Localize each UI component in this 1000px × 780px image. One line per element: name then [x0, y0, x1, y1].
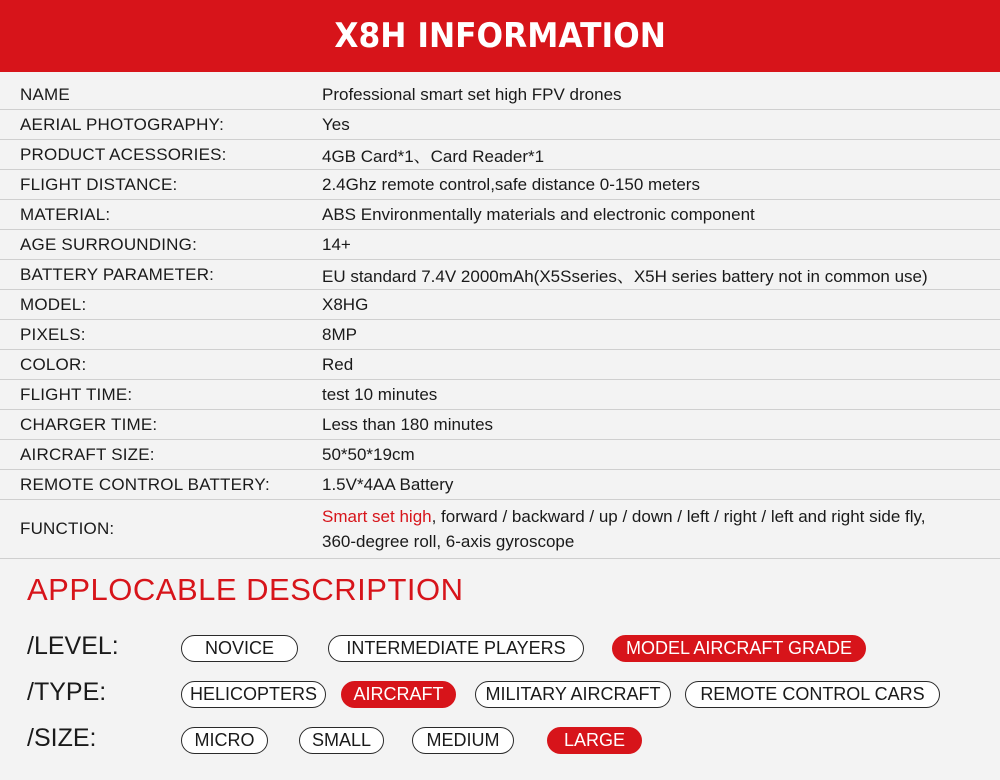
spec-row-function	[0, 500, 1000, 559]
function-line-1: , forward / backward / up / down / left / right / left and right side fly,	[431, 507, 926, 526]
size-small-tag: SMALL	[299, 727, 384, 754]
type-military-aircraft-tag: MILITARY AIRCRAFT	[475, 681, 671, 708]
spec-key: PRODUCT ACESSORIES:	[20, 144, 227, 164]
size-large-tag: LARGE	[547, 727, 642, 754]
type-helicopters-tag: HELICOPTERS	[181, 681, 326, 708]
spec-row-pixels	[0, 320, 1000, 350]
spec-row-flight-distance	[0, 170, 1000, 200]
spec-row-aircraft-size	[0, 440, 1000, 470]
spec-key: PIXELS:	[20, 324, 86, 344]
spec-key: CHARGER TIME:	[20, 414, 158, 434]
spec-value: 50*50*19cm	[322, 444, 415, 464]
spec-key: FLIGHT DISTANCE:	[20, 174, 178, 194]
spec-value: ABS Environmentally materials and electronic component	[322, 204, 755, 224]
size-medium-tag: MEDIUM	[412, 727, 514, 754]
size-micro-tag: MICRO	[181, 727, 268, 754]
spec-value: test 10 minutes	[322, 384, 438, 404]
spec-key: BATTERY PARAMETER:	[20, 264, 215, 284]
spec-key: MATERIAL:	[20, 204, 111, 224]
spec-row-age	[0, 230, 1000, 260]
spec-row-material	[0, 200, 1000, 230]
spec-key: FUNCTION:	[20, 519, 115, 538]
spec-row-aerial-photography	[0, 110, 1000, 140]
level-novice-tag: NOVICE	[181, 635, 298, 662]
spec-key: REMOTE CONTROL BATTERY:	[20, 474, 270, 494]
spec-value: 14+	[322, 234, 351, 254]
level-model-aircraft-tag: MODEL AIRCRAFT GRADE	[612, 635, 866, 662]
spec-key: MODEL:	[20, 294, 87, 314]
spec-key: AERIAL PHOTOGRAPHY:	[20, 114, 225, 134]
spec-value: 8MP	[322, 324, 357, 344]
spec-value: Red	[322, 354, 354, 374]
description-title: APPLOCABLE DESCRIPTION	[27, 572, 464, 607]
type-remote-control-cars-tag: REMOTE CONTROL CARS	[685, 681, 940, 708]
spec-row-name	[0, 80, 1000, 110]
spec-value: EU standard 7.4V 2000mAh(X5Sseries、X5H series battery not in common use)	[322, 267, 928, 286]
level-label: /LEVEL:	[27, 632, 119, 660]
spec-value	[322, 504, 1000, 554]
spec-value: 2.4Ghz remote control,safe distance 0-150 meters	[322, 174, 700, 194]
function-line-2: 360-degree roll, 6-axis gyroscope	[322, 532, 575, 551]
spec-key: FLIGHT TIME:	[20, 384, 133, 404]
spec-key: COLOR:	[20, 354, 87, 374]
spec-row-accessories	[0, 140, 1000, 170]
spec-row-remote-battery	[0, 470, 1000, 500]
type-aircraft-tag: AIRCRAFT	[341, 681, 456, 708]
page-title: X8H INFORMATION	[334, 16, 666, 56]
spec-value: 4GB Card*1、Card Reader*1	[322, 147, 545, 166]
spec-value: X8HG	[322, 294, 369, 314]
spec-table	[0, 80, 1000, 559]
spec-row-color	[0, 350, 1000, 380]
spec-row-flight-time	[0, 380, 1000, 410]
function-highlight: Smart set high	[322, 507, 432, 526]
spec-row-battery	[0, 260, 1000, 290]
spec-value: Professional smart set high FPV drones	[322, 84, 622, 104]
spec-key: NAME	[20, 84, 70, 104]
spec-key: AGE SURROUNDING:	[20, 234, 197, 254]
spec-value: Less than 180 minutes	[322, 414, 494, 434]
spec-row-model	[0, 290, 1000, 320]
header-banner	[0, 0, 1000, 72]
size-label: /SIZE:	[27, 724, 97, 752]
spec-row-charger-time	[0, 410, 1000, 440]
level-intermediate-tag: INTERMEDIATE PLAYERS	[328, 635, 584, 662]
spec-value: 1.5V*4AA Battery	[322, 474, 454, 494]
spec-key: AIRCRAFT SIZE:	[20, 444, 155, 464]
type-label: /TYPE:	[27, 678, 107, 706]
spec-value: Yes	[322, 114, 350, 134]
